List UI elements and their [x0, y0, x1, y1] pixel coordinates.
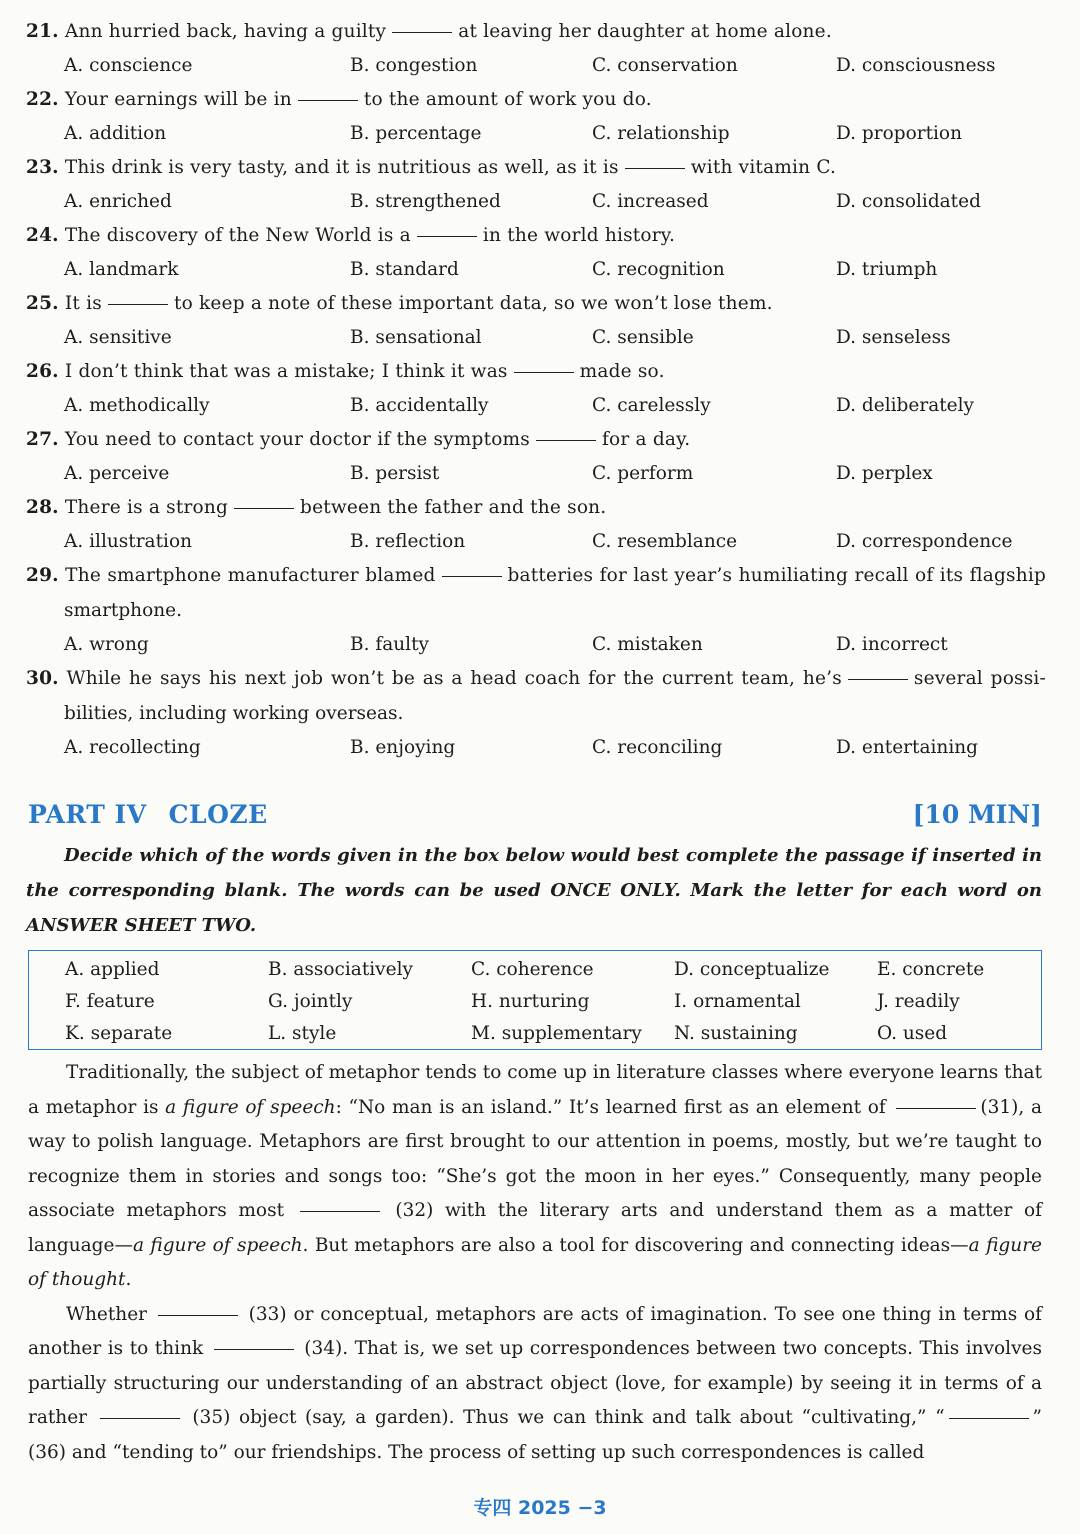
question-27: 27. You need to contact your doctor if the symptoms for a day.: [26, 429, 691, 450]
option-c: C. recognition: [592, 259, 725, 280]
options-23: [64, 185, 1044, 219]
word-item: B. associatively: [268, 959, 413, 980]
options-25: [64, 321, 1044, 355]
page-footer: 专四 2025 −3: [473, 1497, 607, 1519]
part-instructions: Decide which of the words given in the box below would best complete the passage if inserted in the corresponding blank. The words can be used ONCE ONLY. Mark the letter for each word on ANSWER SHEET TWO.: [26, 845, 1042, 936]
option-a: A. methodically: [64, 395, 210, 416]
option-d: D. proportion: [836, 123, 962, 144]
word-item: N. sustaining: [674, 1023, 798, 1044]
option-c: C. resemblance: [592, 531, 738, 552]
options-28: [64, 525, 1044, 559]
option-a: A. wrong: [64, 634, 149, 655]
answer-blank: [392, 31, 452, 33]
question-30-continued: bilities, including working overseas.: [64, 703, 404, 724]
answer-blank-31: [896, 1107, 976, 1109]
word-bank-row: [29, 986, 1041, 1018]
answer-blank: [442, 575, 502, 577]
option-c: C. perform: [592, 463, 694, 484]
passage-paragraph-2: Whether (33) or conceptual, metaphors are acts of imagination. To see one thing in terms of another is to think (34). That is, we set up correspondences between two concepts. This involves partially structuring our understanding of an abstract object (love, for example) by seeing it in terms of a rather (35) object (say, a garden). Thus we can think and talk about “cultivating,” “ ” (36) and “tending to” our friendships. The process of setting up such correspondences is called: [28, 1303, 1042, 1463]
word-item: M. supplementary: [471, 1023, 642, 1044]
option-b: B. enjoying: [350, 737, 456, 758]
question-26: 26. I don’t think that was a mistake; I think it was made so.: [26, 361, 665, 382]
answer-blank-36: [949, 1417, 1029, 1419]
option-a: A. enriched: [64, 191, 172, 212]
option-b: B. persist: [350, 463, 440, 484]
word-bank-row: [29, 954, 1041, 986]
answer-blank-33: [158, 1314, 238, 1316]
answer-blank: [234, 507, 294, 509]
word-item: J. readily: [877, 991, 960, 1012]
option-d: D. consolidated: [836, 191, 981, 212]
option-b: B. strengthened: [350, 191, 501, 212]
option-d: D. entertaining: [836, 737, 978, 758]
option-a: A. recollecting: [64, 737, 201, 758]
option-d: D. senseless: [836, 327, 951, 348]
word-item: C. coherence: [471, 959, 594, 980]
option-c: C. carelessly: [592, 395, 711, 416]
option-b: B. reflection: [350, 531, 466, 552]
question-21: 21. Ann hurried back, having a guilty at leaving her daughter at home alone.: [26, 21, 832, 42]
option-c: C. reconciling: [592, 737, 723, 758]
option-c: C. increased: [592, 191, 709, 212]
options-24: [64, 253, 1044, 287]
answer-blank: [298, 99, 358, 101]
answer-blank: [848, 678, 908, 680]
word-item: L. style: [268, 1023, 337, 1044]
question-24: 24. The discovery of the New World is a in the world history.: [26, 225, 676, 246]
option-a: A. sensitive: [64, 327, 172, 348]
option-d: D. deliberately: [836, 395, 974, 416]
option-c: C. mistaken: [592, 634, 703, 655]
answer-blank-34: [214, 1348, 294, 1350]
option-c: C. conservation: [592, 55, 738, 76]
options-22: [64, 117, 1044, 151]
option-a: A. addition: [64, 123, 167, 144]
word-item: H. nurturing: [471, 991, 590, 1012]
cloze-passage: [28, 1056, 1042, 1470]
option-b: B. percentage: [350, 123, 482, 144]
option-d: D. consciousness: [836, 55, 996, 76]
options-27: [64, 457, 1044, 491]
part-time-limit: [10 MIN]: [912, 800, 1042, 829]
word-item: I. ornamental: [674, 991, 801, 1012]
question-23: 23. This drink is very tasty, and it is nutritious as well, as it is with vitamin C.: [26, 157, 837, 178]
option-b: B. sensational: [350, 327, 482, 348]
options-29: [64, 628, 1044, 662]
question-25: 25. It is to keep a note of these important data, so we won’t lose them.: [26, 293, 773, 314]
word-item: O. used: [877, 1023, 948, 1044]
answer-blank: [514, 371, 574, 373]
answer-blank-35: [100, 1417, 180, 1419]
answer-blank: [108, 303, 168, 305]
option-c: C. sensible: [592, 327, 694, 348]
word-bank-row: [29, 1018, 1041, 1050]
answer-blank: [536, 439, 596, 441]
answer-blank: [417, 235, 477, 237]
answer-blank: [625, 167, 685, 169]
question-22: 22. Your earnings will be in to the amount of work you do.: [26, 89, 652, 110]
word-item: E. concrete: [877, 959, 985, 980]
option-d: D. incorrect: [836, 634, 948, 655]
part-title: PART IV CLOZE: [28, 800, 268, 829]
option-b: B. standard: [350, 259, 459, 280]
option-a: A. conscience: [64, 55, 193, 76]
options-21: [64, 49, 1044, 83]
option-d: D. perplex: [836, 463, 933, 484]
options-30: [64, 731, 1044, 765]
option-b: B. faulty: [350, 634, 429, 655]
option-d: D. correspondence: [836, 531, 1013, 552]
word-item: G. jointly: [268, 991, 353, 1012]
option-b: B. congestion: [350, 55, 478, 76]
option-d: D. triumph: [836, 259, 938, 280]
question-30: 30. While he says his next job won’t be as a head coach for the current team, he’s several possi-: [26, 668, 1046, 689]
option-a: A. illustration: [64, 531, 192, 552]
word-bank-box: [28, 950, 1042, 1050]
answer-blank-32: [300, 1210, 380, 1212]
options-26: [64, 389, 1044, 423]
option-a: A. perceive: [64, 463, 170, 484]
question-28: 28. There is a strong between the father and the son.: [26, 497, 607, 518]
option-b: B. accidentally: [350, 395, 489, 416]
option-a: A. landmark: [64, 259, 179, 280]
word-item: F. feature: [65, 991, 155, 1012]
word-item: K. separate: [65, 1023, 173, 1044]
word-item: A. applied: [65, 959, 160, 980]
question-29: 29. The smartphone manufacturer blamed batteries for last year’s humiliating recall of its flagship: [26, 565, 1046, 586]
question-29-continued: smartphone.: [64, 600, 182, 621]
word-item: D. conceptualize: [674, 959, 830, 980]
passage-paragraph-1: Traditionally, the subject of metaphor tends to come up in literature classes where everyone learns that a metaphor is a figure of speech: “No man is an island.” It’s learned first as an element of (31), a way to polish language. Metaphors are first brought to our attention in poems, mostly, but we’re taught to recognize them in stories and songs too: “She’s got the moon in her eyes.” Consequently, many people associate metaphors most (32) with the literary arts and understand them as a matter of language—a figure of speech. But metaphors are also a tool for discovering and connecting ideas—a figure of thought.: [28, 1062, 1043, 1290]
option-c: C. relationship: [592, 123, 730, 144]
